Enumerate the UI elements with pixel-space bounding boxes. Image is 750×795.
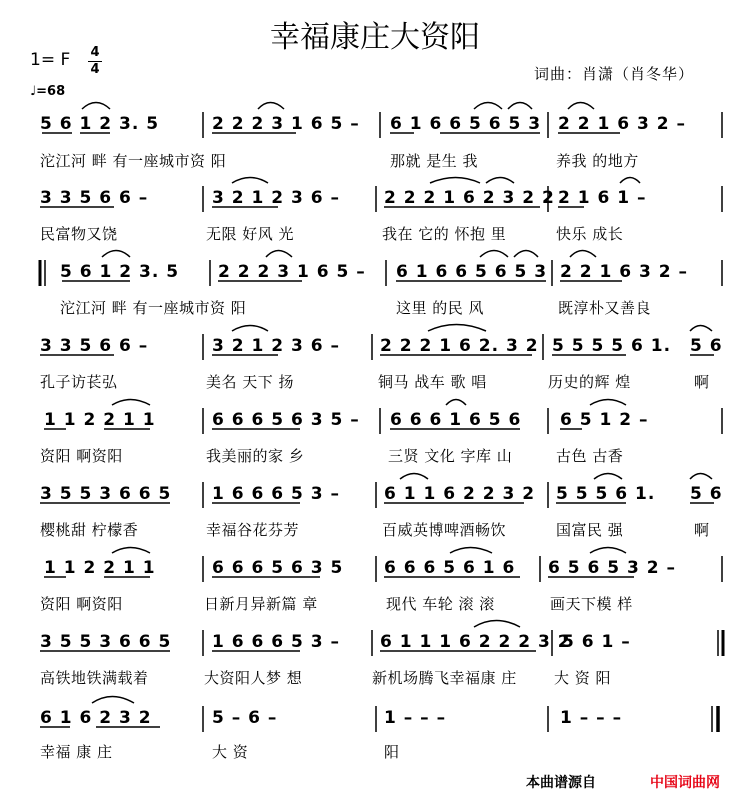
notes-r7-m4: 6 5 6 5 3 2 –	[548, 558, 676, 578]
meter-top: 4	[90, 45, 100, 60]
lyric-r6-5: 啊	[694, 521, 710, 539]
notes-r4-m1: 3 3 5 6 6 –	[40, 336, 149, 356]
notes-r6-m4: 5 5 5 6 1.	[556, 484, 656, 504]
slur	[430, 178, 480, 184]
notes-r6-m2: 1 6 6 6 5 3 –	[212, 484, 340, 504]
lyric-r7-2: 日新月异新篇 章	[204, 595, 318, 613]
lyric-r8-1: 高铁地铁满载着	[40, 669, 149, 687]
notes-r9-m2: 5 – 6 –	[212, 708, 278, 728]
notes-r2-m4: 2 1 6 1 –	[558, 188, 647, 208]
notes-r7-m3: 6 6 6 5 6 1 6	[384, 558, 516, 578]
lyric-r1-3: 养我 的地方	[556, 152, 639, 170]
lyric-r2-4: 快乐 成长	[556, 225, 624, 243]
notes-r1-m2: 2 2 2 3 1 6 5 –	[212, 114, 360, 134]
song-title: 幸福康庄大资阳	[270, 20, 480, 55]
meter-bottom: 4	[90, 62, 100, 77]
lyric-r4-4: 历史的辉 煌	[548, 373, 631, 391]
notes-r1-m1: 5 6 1 2 3. 5	[40, 114, 160, 134]
slur	[102, 251, 130, 258]
slur	[232, 178, 268, 184]
notes-r8-m1: 3 5 5 3 6 6 5	[40, 632, 172, 652]
slur	[570, 251, 596, 258]
slur	[514, 251, 538, 258]
slur	[92, 697, 134, 704]
notes-r1-m3: 6 1 6 6 5 6 5 3	[390, 114, 542, 134]
notes-r3-m4: 2 2 1 6 3 2 –	[560, 262, 688, 282]
lyric-r6-1: 樱桃甜 柠檬香	[40, 521, 139, 539]
lyric-r1-2: 那就 是生 我	[390, 152, 479, 170]
lyric-r7-3: 现代 车轮 滚 滚	[386, 595, 495, 613]
lyric-r6-4: 国富民 强	[556, 521, 624, 539]
lyric-r4-2: 美名 天下 扬	[206, 373, 295, 391]
lyric-r6-3: 百威英博啤酒畅饮	[382, 521, 507, 539]
notes-r4-m4: 5 5 5 5 6 1.	[552, 336, 672, 356]
slur	[266, 251, 292, 258]
slur	[480, 251, 508, 258]
slur	[590, 400, 626, 406]
tempo-marking: ♩=68	[30, 84, 66, 99]
notes-r2-m1: 3 3 5 6 6 –	[40, 188, 149, 208]
notes-r2-m2: 3 2 1 2 3 6 –	[212, 188, 340, 208]
slur	[690, 326, 712, 332]
source-label: 本曲谱源自	[526, 775, 596, 791]
key-signature: 1= F	[30, 50, 71, 70]
lyric-r8-3: 新机场腾飞幸福康 庄	[372, 669, 517, 687]
lyric-r2-2: 无限 好风 光	[206, 225, 295, 243]
notes-r3-m2: 2 2 2 3 1 6 5 –	[218, 262, 366, 282]
notes-r8-m2: 1 6 6 6 5 3 –	[212, 632, 340, 652]
slur	[508, 103, 532, 110]
notes-r8-m3: 6 1 1 1 6 2 2 2 3 2	[380, 632, 571, 652]
lyric-r4-3: 铜马 战车 歌 唱	[378, 373, 487, 391]
notes-r5-m2: 6 6 6 5 6 3 5 –	[212, 410, 360, 430]
lyric-r7-4: 画天下模 样	[550, 595, 633, 613]
slur	[594, 474, 622, 480]
slur	[450, 548, 492, 554]
slur	[446, 400, 466, 406]
lyric-r8-2: 大资阳人梦 想	[204, 669, 303, 687]
lyric-r4-1: 孔子访苌弘	[40, 373, 118, 391]
lyric-r5-4: 古色 古香	[556, 447, 624, 465]
lyric-r5-3: 三贤 文化 字库 山	[388, 447, 513, 465]
notes-r3-m1: 5 6 1 2 3. 5	[60, 262, 180, 282]
lyric-r5-2: 我美丽的家 乡	[206, 447, 305, 465]
slur	[232, 326, 268, 332]
slur	[690, 474, 712, 480]
notes-r5-m3: 6 6 6 1 6 5 6	[390, 410, 522, 430]
slur	[112, 548, 150, 554]
lyric-r8-4: 大 资 阳	[554, 669, 612, 687]
notes-r9-m4: 1 – – –	[560, 708, 623, 728]
slur	[590, 548, 626, 554]
lyric-r9-1: 幸福 康 庄	[40, 743, 113, 761]
lyric-r9-3: 阳	[384, 743, 400, 761]
notes-r1-m4: 2 2 1 6 3 2 –	[558, 114, 686, 134]
notes-r4-m5: 5 6	[690, 336, 723, 356]
lyric-r3-3: 既淳朴又善良	[558, 299, 652, 317]
lyric-r6-2: 幸福谷花芬芳	[206, 521, 300, 539]
slur	[474, 621, 520, 628]
lyric-r3-2: 这里 的民 风	[396, 299, 485, 317]
lyric-r9-2: 大 资	[212, 743, 249, 761]
source-site-link[interactable]: 中国词曲网	[650, 775, 720, 791]
slur	[82, 103, 110, 110]
notes-r9-m1: 6 1 6 2 3 2	[40, 708, 152, 728]
notes-r6-m1: 3 5 5 3 6 6 5	[40, 484, 172, 504]
notes-r6-m3: 6 1 1 6 2 2 3 2	[384, 484, 536, 504]
lyric-r7-1: 资阳 啊资阳	[40, 595, 123, 613]
notes-r9-m3: 1 – – –	[384, 708, 447, 728]
slur	[474, 103, 502, 110]
lyric-r2-3: 我在 它的 怀抱 里	[382, 225, 507, 243]
slur	[486, 178, 514, 184]
notes-r4-m3: 2 2 2 1 6 2. 3 2	[380, 336, 539, 356]
lyric-r1-1: 沱江河 畔 有一座城市资 阳	[40, 152, 227, 170]
notes-r6-m5: 5 6	[690, 484, 723, 504]
notes-r5-m4: 6 5 1 2 –	[560, 410, 649, 430]
lyric-r3-1: 沱江河 畔 有一座城市资 阳	[60, 299, 247, 317]
notes-r3-m3: 6 1 6 6 5 6 5 3	[396, 262, 548, 282]
notes-r2-m3: 2 2 2 1 6 2 3 2 2	[384, 188, 555, 208]
notes-r7-m2: 6 6 6 5 6 3 5	[212, 558, 344, 578]
notes-r7-m1: 1 1 2 2 1 1	[44, 558, 156, 578]
notes-r8-m4: 5 6 1 –	[562, 632, 631, 652]
slur	[400, 474, 428, 480]
slur	[258, 103, 284, 110]
slur	[112, 400, 150, 406]
slur	[568, 103, 594, 110]
slur	[620, 178, 640, 184]
slur	[428, 325, 486, 332]
notes-r4-m2: 3 2 1 2 3 6 –	[212, 336, 340, 356]
lyric-r4-5: 啊	[694, 373, 710, 391]
credits: 词曲：肖潇（肖冬华）	[534, 65, 695, 83]
notes-r5-m1: 1 1 2 2 1 1	[44, 410, 156, 430]
lyric-r2-1: 民富物又饶	[40, 225, 118, 243]
lyric-r5-1: 资阳 啊资阳	[40, 447, 123, 465]
